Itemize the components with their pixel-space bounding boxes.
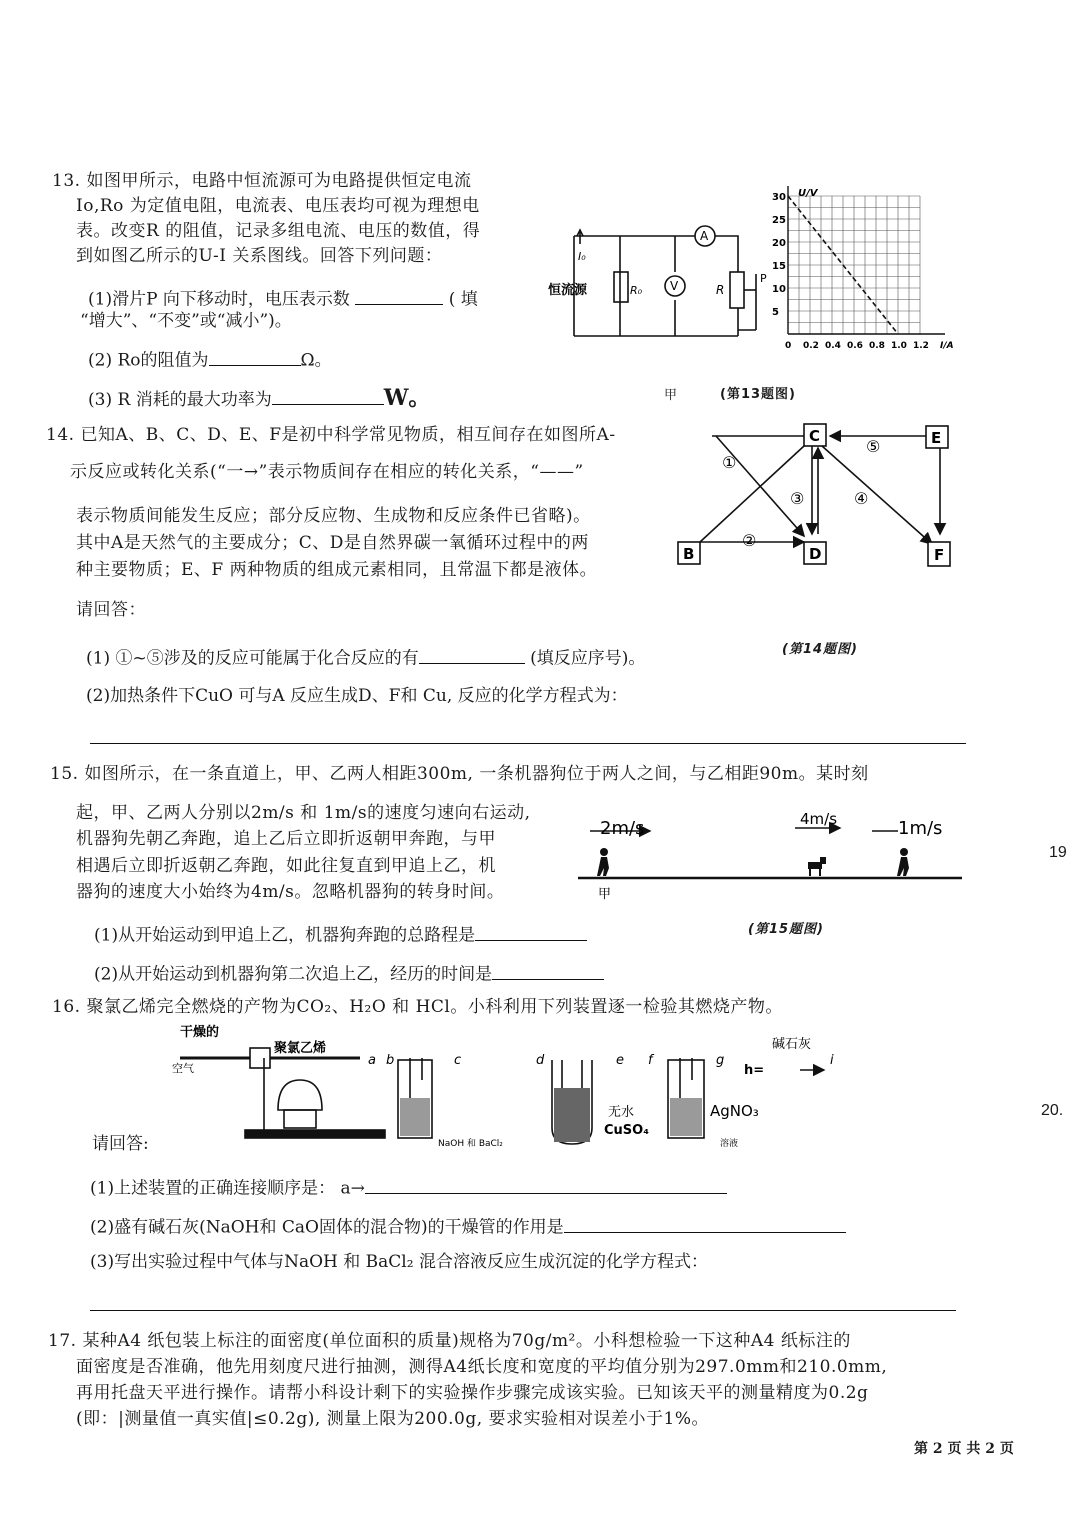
circuit-p-label: P bbox=[760, 272, 767, 285]
q14-line-1: 14. 已知A、B、C、D、E、F是初中科学常见物质，相互间存在如图所A- bbox=[46, 425, 616, 445]
q14-answer-line[interactable] bbox=[90, 743, 966, 744]
q13-line-4: 到如图乙所示的U-I 关系图线。回答下列问题： bbox=[76, 246, 443, 266]
circuit-r0-label: R₀ bbox=[630, 284, 643, 297]
q13-part-1-cont: “增大”、“不变”或“减小”)。 bbox=[80, 311, 292, 331]
x-tick-label: 0.8 bbox=[869, 341, 885, 351]
circuit-r-label: R bbox=[716, 283, 725, 297]
node-b: B bbox=[683, 545, 695, 563]
q14-line-3: 表示物质间能发生反应；部分反应物、生成物和反应条件已省略)。 bbox=[76, 506, 591, 526]
q17-line-2: 面密度是否准确，他先用刻度尺进行抽测，测得A4纸长度和宽度的平均值分别为297.0mm和210.0mm, bbox=[76, 1357, 888, 1377]
x-tick-label: 0.2 bbox=[803, 341, 819, 351]
apparatus-pvc-label: 聚氯乙烯 bbox=[274, 1041, 327, 1056]
x-tick-label: 0.4 bbox=[825, 341, 841, 351]
q13-line-2: Io,Ro 为定值电阻，电流表、电压表均可视为理想电 bbox=[76, 196, 480, 216]
node-e: E bbox=[931, 429, 942, 447]
y-axis-label: U/V bbox=[798, 188, 818, 199]
q17-line-3: 再用托盘天平进行操作。请帮小科设计剩下的实验操作步骤完成该实验。已知该天平的测量精度为0.2g bbox=[76, 1383, 869, 1403]
q13-line-3: 表。改变R 的阻值，记录多组电流、电压的数值，得 bbox=[76, 221, 481, 241]
cuso4-label-1: 无水 bbox=[608, 1105, 635, 1120]
reaction-mark-2: ② bbox=[742, 531, 757, 550]
port-g: g bbox=[716, 1053, 725, 1068]
port-i: i bbox=[830, 1053, 834, 1068]
q15-line-1: 15. 如图所示，在一条直道上，甲、乙两人相距300m, 一条机器狗位于两人之间，与乙相距90m。某时刻 bbox=[50, 764, 869, 784]
q13-blank-2[interactable] bbox=[209, 346, 301, 366]
q13-part-3: (3) R 消耗的最大功率为 W。 bbox=[88, 385, 431, 411]
q15-blank-1[interactable] bbox=[475, 921, 587, 941]
q16-blank-1[interactable] bbox=[365, 1174, 727, 1194]
apparatus-h-label: h= bbox=[744, 1063, 765, 1078]
q17-line-4: (即：|测量值一真实值|≤0.2g), 测量上限为200.0g, 要求实验相对误差小于1%。 bbox=[76, 1409, 710, 1429]
q15-part-2: (2)从开始运动到机器狗第二次追上乙，经历的时间是 bbox=[94, 960, 604, 985]
port-c: c bbox=[454, 1053, 462, 1068]
voltmeter-icon: V bbox=[670, 279, 679, 293]
q16-part-2: (2)盛有碱石灰(NaOH和 CaO固体的混合物)的干燥管的作用是 bbox=[90, 1213, 846, 1238]
q13-line-1: 13. 如图甲所示，电路中恒流源可为电路提供恒定电流 bbox=[52, 171, 472, 191]
speed-person-b: 1m/s bbox=[898, 818, 943, 839]
reaction-mark-4: ④ bbox=[854, 489, 869, 508]
apparatus-dry-label: 干燥的 bbox=[180, 1025, 220, 1040]
port-d: d bbox=[536, 1053, 545, 1068]
cuso4-label-2: CuSO₄ bbox=[604, 1123, 649, 1138]
speed-person-a: 2m/s bbox=[600, 818, 645, 839]
side-number-20: 20. bbox=[1041, 1102, 1064, 1119]
apparatus-limesoda-label: 碱石灰 bbox=[772, 1037, 812, 1052]
circuit-current-label: I₀ bbox=[578, 250, 586, 263]
circuit-source-label: 恒流源 bbox=[548, 283, 588, 298]
q15-line-3: 机器狗先朝乙奔跑，追上乙后立即折返朝甲奔跑，与甲 bbox=[76, 829, 496, 849]
port-a: a bbox=[368, 1053, 376, 1068]
q13-fig-left-label: 甲 bbox=[664, 388, 678, 403]
agno3-solution-label: 溶液 bbox=[720, 1139, 739, 1148]
q16-part-1: (1)上述装置的正确连接顺序是： a→ bbox=[90, 1174, 727, 1199]
q15-figure-caption: (第15题图) bbox=[748, 922, 824, 937]
q13-ui-graph bbox=[770, 184, 960, 354]
q14-part-2: (2)加热条件下CuO 可与A 反应生成D、F和 Cu, 反应的化学方程式为： bbox=[86, 686, 628, 706]
node-f: F bbox=[934, 546, 945, 564]
reaction-mark-3: ③ bbox=[790, 489, 805, 508]
q16-ask: 请回答: bbox=[92, 1134, 149, 1154]
q15-motion-figure bbox=[570, 806, 970, 906]
y-tick-label: 20 bbox=[772, 238, 786, 249]
q13-circuit-diagram bbox=[540, 222, 775, 340]
port-b: b bbox=[386, 1053, 395, 1068]
apparatus-air-label: 空气 bbox=[172, 1062, 194, 1075]
q14-relation-diagram bbox=[676, 418, 956, 578]
q13-part-2: (2) Ro的阻值为 Ω。 bbox=[88, 346, 332, 371]
q16-answer-line[interactable] bbox=[90, 1310, 956, 1311]
q15-part-1: (1)从开始运动到甲追上乙，机器狗奔跑的总路程是 bbox=[94, 921, 587, 946]
y-tick-label: 25 bbox=[772, 215, 786, 226]
q14-line-4: 其中A是天然气的主要成分；C、D是自然界碳一氧循环过程中的两 bbox=[76, 533, 589, 553]
q13-part-1: (1)滑片P 向下移动时，电压表示数 ( 填 bbox=[88, 285, 478, 310]
node-c: C bbox=[809, 427, 821, 445]
x-axis-label: I/A bbox=[940, 341, 954, 351]
q14-part-1: (1) ①~⑤涉及的反应可能属于化合反应的有 (填反应序号)。 bbox=[86, 644, 645, 669]
q13-blank-3[interactable] bbox=[272, 385, 384, 405]
q15-line-5: 器狗的速度大小始终为4m/s。忽略机器狗的转身时间。 bbox=[76, 882, 505, 902]
naoh-bacl2-label: NaOH 和 BaCl₂ bbox=[438, 1139, 503, 1148]
person-a-label: 甲 bbox=[598, 887, 612, 902]
ammeter-icon: A bbox=[700, 229, 709, 243]
robot-dog-icon bbox=[808, 857, 826, 876]
q14-blank-1[interactable] bbox=[419, 644, 525, 664]
y-tick-label: 30 bbox=[772, 192, 786, 203]
q15-line-4: 相遇后立即折返朝乙奔跑，如此往复直到甲追上乙，机 bbox=[76, 856, 496, 876]
x-tick-label: 1.0 bbox=[891, 341, 907, 351]
y-tick-label: 5 bbox=[772, 307, 779, 318]
q16-apparatus-figure bbox=[160, 1020, 860, 1148]
q17-line-1: 17. 某种A4 纸包装上标注的面密度(单位面积的质量)规格为70g/m²。小科想检验一下这种A4 纸标注的 bbox=[48, 1331, 851, 1351]
reaction-mark-1: ① bbox=[722, 453, 737, 472]
reaction-mark-5: ⑤ bbox=[866, 437, 881, 456]
person-a-icon bbox=[597, 848, 609, 876]
port-e: e bbox=[616, 1053, 624, 1068]
person-b-icon bbox=[897, 848, 909, 876]
q16-part-3: (3)写出实验过程中气体与NaOH 和 BaCl₂ 混合溶液反应生成沉淀的化学方程式： bbox=[90, 1252, 708, 1272]
x-tick-label: 1.2 bbox=[913, 341, 929, 351]
q14-line-6: 请回答： bbox=[76, 600, 146, 620]
speed-robot-dog: 4m/s bbox=[800, 810, 838, 828]
agno3-label: AgNO₃ bbox=[710, 1102, 759, 1120]
q16-line-1: 16. 聚氯乙烯完全燃烧的产物为CO₂、H₂O 和 HCl。小科利用下列装置逐一检验其燃烧产物。 bbox=[52, 997, 783, 1017]
x-tick-label: 0 bbox=[785, 341, 792, 351]
q13-blank-1[interactable] bbox=[355, 285, 443, 305]
q16-blank-2[interactable] bbox=[564, 1213, 846, 1233]
q15-line-2: 起，甲、乙两人分别以2m/s 和 1m/s的速度匀速向右运动, bbox=[76, 803, 531, 823]
q14-line-5: 种主要物质；E、F 两种物质的组成元素相同，且常温下都是液体。 bbox=[76, 560, 598, 580]
q14-line-2: 示反应或转化关系(“一→”表示物质间存在相应的转化关系，“——” bbox=[70, 462, 584, 482]
q13-figure-caption: (第13题图) bbox=[720, 387, 796, 402]
y-tick-label: 15 bbox=[772, 261, 786, 272]
x-tick-label: 0.6 bbox=[847, 341, 863, 351]
q14-figure-caption: (第14题图) bbox=[782, 642, 858, 657]
side-number-19: 19 bbox=[1049, 844, 1067, 861]
page-footer: 第 2 页 共 2 页 bbox=[914, 1441, 1014, 1457]
q15-blank-2[interactable] bbox=[492, 960, 604, 980]
y-tick-label: 10 bbox=[772, 284, 786, 295]
node-d: D bbox=[809, 545, 822, 563]
port-f: f bbox=[648, 1053, 653, 1068]
